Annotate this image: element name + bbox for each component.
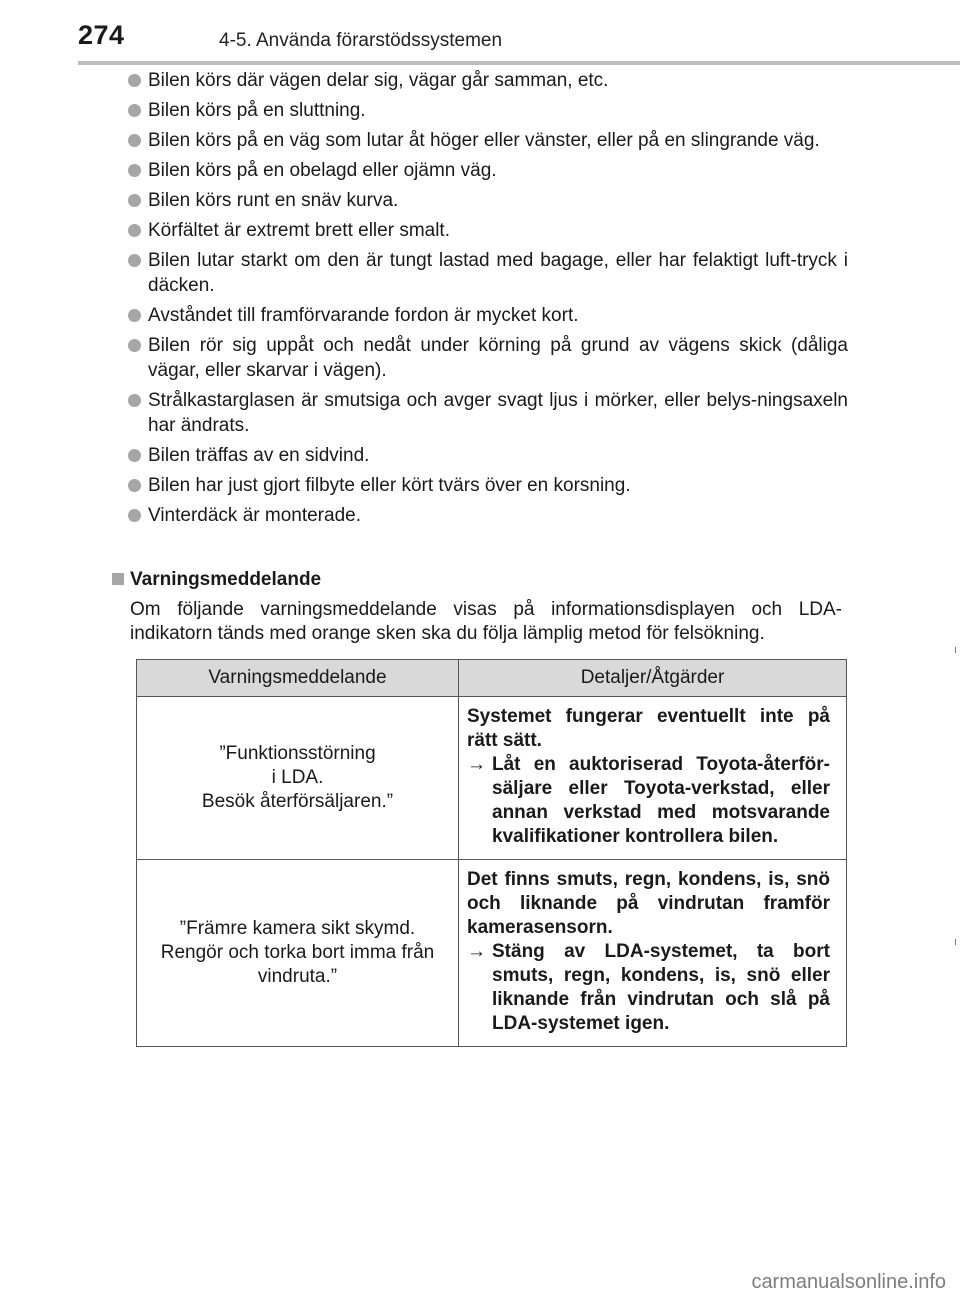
warning-table (136, 659, 847, 1047)
bullet-icon (128, 394, 141, 407)
bullet-icon (128, 74, 141, 87)
action-text: → Stäng av LDA-systemet, ta bort smuts, regn, kondens, is, snö eller liknande från vindrutan och slå på LDA-systemet igen. (467, 941, 830, 1034)
list-item: Strålkastarglasen är smutsiga och avger svagt ljus i mörker, eller belys-ningsaxeln har ändrats. (128, 388, 848, 438)
list-item: Bilen körs runt en snäv kurva. (128, 188, 848, 213)
list-item: Vinterdäck är monterade. (128, 503, 848, 528)
section-title: 4-5. Använda förarstödssystemen (219, 30, 503, 51)
column-header-message: Varningsmeddelande (137, 660, 459, 697)
table-row (137, 860, 847, 1047)
arrow-icon: → (467, 941, 486, 962)
bullet-icon (128, 194, 141, 207)
square-bullet-icon (112, 573, 124, 585)
warning-heading: Varningsmeddelande (112, 569, 321, 591)
watermark: carmanualsonline.info (751, 1271, 946, 1293)
list-item: Bilen körs på en sluttning. (128, 98, 848, 123)
edge-mark (955, 939, 956, 945)
warning-message-cell: ”Funktionsstörning i LDA. Besök återförsäljaren.” (137, 697, 459, 860)
bullet-icon (128, 449, 141, 462)
arrow-icon: → (467, 754, 486, 775)
list-item: Körfältet är extremt brett eller smalt. (128, 218, 848, 243)
bullet-icon (128, 339, 141, 352)
detail-text: Systemet fungerar eventuellt inte på rätt sätt. (467, 706, 830, 751)
bullet-icon (128, 509, 141, 522)
details-cell (459, 860, 847, 1047)
warning-message-cell: ”Främre kamera sikt skymd. Rengör och torka bort imma från vindruta.” (137, 860, 459, 1047)
bullet-icon (128, 224, 141, 237)
list-item: Bilen körs där vägen delar sig, vägar går samman, etc. (128, 68, 848, 93)
bullet-icon (128, 479, 141, 492)
bullet-icon (128, 164, 141, 177)
warning-intro: Om följande varningsmeddelande visas på informationsdisplayen och LDA-indikatorn tänds med orange sken ska du följa lämplig metod för felsökning. (130, 599, 842, 644)
bullet-icon (128, 134, 141, 147)
list-item: Bilen körs på en väg som lutar åt höger eller vänster, eller på en slingrande väg. (128, 128, 848, 153)
list-item: Bilen träffas av en sidvind. (128, 443, 848, 468)
table-header-row (137, 660, 847, 697)
bullet-icon (128, 254, 141, 267)
condition-list (128, 68, 848, 533)
list-item: Bilen lutar starkt om den är tungt lastad med bagage, eller har felaktigt luft-tryck i däcken. (128, 248, 848, 298)
list-item: Bilen har just gjort filbyte eller kört tvärs över en korsning. (128, 473, 848, 498)
list-item: Bilen rör sig uppåt och nedåt under körning på grund av vägens skick (dåliga vägar, eller skarvar i vägen). (128, 333, 848, 383)
list-item: Avståndet till framförvarande fordon är mycket kort. (128, 303, 848, 328)
page-header (78, 18, 960, 62)
bullet-icon (128, 309, 141, 322)
bullet-icon (128, 104, 141, 117)
header-divider (78, 61, 960, 65)
column-header-details: Detaljer/Åtgärder (459, 660, 847, 697)
detail-text: Det finns smuts, regn, kondens, is, snö och liknande på vindrutan framför kamerasensorn. (467, 869, 830, 938)
action-text: → Låt en auktoriserad Toyota-återför-säljare eller Toyota-verkstad, eller annan verkstad med motsvarande kvalifikationer kontrollera bilen. (467, 754, 830, 847)
details-cell (459, 697, 847, 860)
edge-mark (955, 647, 956, 653)
table-row (137, 697, 847, 860)
list-item: Bilen körs på en obelagd eller ojämn väg. (128, 158, 848, 183)
page-number: 274 (78, 20, 125, 50)
